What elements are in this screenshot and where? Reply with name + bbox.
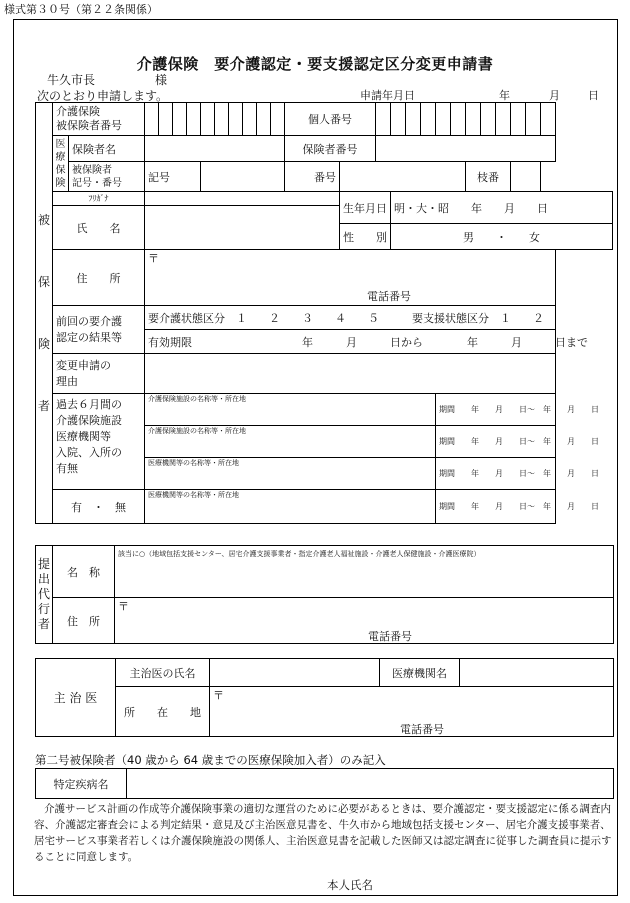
agent-side-char-4: 行 <box>37 602 50 616</box>
insured-number-box[interactable] <box>257 103 271 136</box>
previous-result-label: 前回の要介護 認定の結果等 <box>53 306 145 354</box>
insured-side-char-4: 者 <box>37 399 50 413</box>
facility-name-address-1[interactable]: 介護保険施設の名称等・所在地 <box>145 394 436 426</box>
personal-number-box[interactable] <box>511 103 526 136</box>
agent-postal-mark: 〒 <box>118 600 129 613</box>
signature-label: 本人氏名 <box>327 878 373 892</box>
medical-side-char-1: 医 <box>55 138 66 150</box>
kigo-label: 記号 <box>145 162 201 192</box>
doctor-address-label: 所 在 地 <box>116 687 210 737</box>
name-field[interactable] <box>145 206 340 250</box>
sex-field[interactable]: 男 ・ 女 <box>391 224 613 250</box>
validity-field[interactable]: 有効期限 年 月 日から 年 月 日まで <box>145 330 556 354</box>
insured-side-label <box>36 103 53 524</box>
doctor-name-label: 主治医の氏名 <box>116 659 210 687</box>
insured-number-box[interactable] <box>173 103 187 136</box>
facility-history-label: 過去６月間の 介護保険施設 医療機関等 入院、入所の 有無 <box>53 394 145 490</box>
specific-disease-field[interactable] <box>127 769 614 799</box>
insured-number-box[interactable] <box>229 103 243 136</box>
agent-address-field[interactable] <box>115 598 614 644</box>
form-number: 様式第３０号（第２２条関係） <box>4 3 158 16</box>
facility-period-1[interactable]: 期間 年 月 日～ 年 月 日 <box>436 394 556 426</box>
birthdate-label: 生年月日 <box>340 192 391 224</box>
insured-number-box[interactable] <box>187 103 201 136</box>
address-field[interactable] <box>145 250 556 306</box>
name-label: 氏 名 <box>53 206 145 250</box>
insurer-number-field[interactable] <box>376 136 556 162</box>
facility-name-address-3[interactable]: 医療機関等の名称等・所在地 <box>145 458 436 490</box>
agent-side-char-3: 代 <box>37 587 50 601</box>
insured-number-box[interactable] <box>159 103 173 136</box>
facility-name-address-4[interactable]: 医療機関等の名称等・所在地 <box>145 490 436 524</box>
medical-side-char-2: 療 <box>55 151 66 163</box>
phone-label: 電話番号 <box>367 290 411 303</box>
doctor-phone-label: 電話番号 <box>400 723 444 736</box>
personal-number-box[interactable] <box>496 103 511 136</box>
care-level-field[interactable]: 要介護状態区分 １ ２ ３ ４ ５ 要支援状態区分 １ ２ <box>145 306 556 330</box>
insured-table <box>35 102 613 524</box>
application-date-label: 申請年月日 <box>360 89 415 102</box>
agent-side-char-5: 者 <box>37 617 50 631</box>
furigana-field[interactable] <box>145 192 340 206</box>
medical-side-char-3: 保 <box>55 164 66 176</box>
disease-table <box>35 768 614 799</box>
application-date-year[interactable]: 年 <box>499 89 510 102</box>
facility-period-4[interactable]: 期間 年 月 日～ 年 月 日 <box>436 490 556 524</box>
presence-label[interactable]: 有 ・ 無 <box>53 490 145 524</box>
agent-type-note[interactable]: 該当に○（地域包括支援センター、居宅介護支援事業者・指定介護老人福祉施設・介護老人保健施設・介護医療院） <box>115 546 614 598</box>
medical-insurance-side-label <box>53 136 69 192</box>
agent-side-char-2: 出 <box>37 572 50 586</box>
facility-period-2[interactable]: 期間 年 月 日～ 年 月 日 <box>436 426 556 458</box>
doctor-table <box>35 658 614 737</box>
insured-number-box[interactable] <box>243 103 257 136</box>
personal-number-box[interactable] <box>421 103 436 136</box>
personal-number-box[interactable] <box>526 103 541 136</box>
doctor-address-field[interactable] <box>210 687 614 737</box>
change-reason-field[interactable] <box>145 354 556 394</box>
addressee: 牛久市長 様 <box>47 73 168 87</box>
insurer-name-field[interactable] <box>145 136 285 162</box>
agent-side-char-1: 提 <box>37 557 50 571</box>
medical-side-char-4: 険 <box>55 177 66 189</box>
edaban-label: 枝番 <box>466 162 511 192</box>
agent-name-label: 名 称 <box>53 546 115 598</box>
holder-symbol-number-label: 被保険者 記号・番号 <box>69 162 145 192</box>
doctor-label: 主 治 医 <box>36 659 116 737</box>
agent-table <box>35 545 614 644</box>
address-label: 住 所 <box>53 250 145 306</box>
insured-number-label: 介護保険 被保険者番号 <box>53 103 145 136</box>
form-title: 介護保険 要介護認定・要支援認定区分変更申請書 <box>136 55 494 73</box>
institution-field[interactable] <box>460 659 614 687</box>
doctor-name-field[interactable] <box>210 659 380 687</box>
change-reason-label: 変更申請の 理由 <box>53 354 145 394</box>
doctor-postal-mark: 〒 <box>213 689 224 702</box>
consent-text: 介護サービス計画の作成等介護保険事業の適切な運営のために必要があるときは、要介護認定・要支援認定に係る調査内容、介護認定審査会による判定結果・意見及び主治医意見書を、牛久市から地域包括支援センター、居宅介護支援事業者、居宅サービス事業者若しくは介護保険施設の関係人、主治医意見書を記載した医師又は認定調査に従事した調査員に提示することに同意します。 <box>34 803 612 863</box>
intro-text: 次のとおり申請します。 <box>37 89 169 103</box>
birthdate-field[interactable]: 明・大・昭 年 月 日 <box>391 192 613 224</box>
second-insured-heading: 第二号被保険者（40 歳から 64 歳までの医療保険加入者）のみ記入 <box>35 753 386 767</box>
postal-mark: 〒 <box>148 252 159 265</box>
personal-number-box[interactable] <box>406 103 421 136</box>
institution-label: 医療機関名 <box>380 659 460 687</box>
personal-number-box[interactable] <box>391 103 406 136</box>
furigana-label: ﾌﾘｶﾞﾅ <box>53 192 145 206</box>
agent-side-label <box>36 546 53 644</box>
edaban-field[interactable] <box>511 162 541 192</box>
insured-number-box[interactable] <box>201 103 215 136</box>
bango-field[interactable] <box>340 162 466 192</box>
facility-name-address-2[interactable]: 介護保険施設の名称等・所在地 <box>145 426 436 458</box>
agent-address-label: 住 所 <box>53 598 115 644</box>
insured-number-box[interactable] <box>271 103 285 136</box>
application-date-month[interactable]: 月 <box>549 89 560 102</box>
personal-number-box[interactable] <box>466 103 481 136</box>
sex-label: 性 別 <box>340 224 391 250</box>
kigo-field[interactable] <box>201 162 285 192</box>
specific-disease-label: 特定疾病名 <box>36 769 127 799</box>
insurer-name-label: 保険者名 <box>69 136 145 162</box>
insured-side-char-1: 被 <box>37 213 50 227</box>
agent-phone-label: 電話番号 <box>368 630 412 643</box>
facility-period-3[interactable]: 期間 年 月 日～ 年 月 日 <box>436 458 556 490</box>
insured-side-char-2: 保 <box>37 275 50 289</box>
personal-number-label: 個人番号 <box>285 103 376 136</box>
personal-number-box[interactable] <box>481 103 496 136</box>
personal-number-box[interactable] <box>541 103 556 136</box>
personal-number-box[interactable] <box>376 103 391 136</box>
insured-side-char-3: 険 <box>37 337 50 351</box>
bango-label: 番号 <box>285 162 340 192</box>
insured-number-box[interactable] <box>215 103 229 136</box>
insurer-number-label: 保険者番号 <box>285 136 376 162</box>
personal-number-box[interactable] <box>451 103 466 136</box>
application-date-day[interactable]: 日 <box>588 89 599 102</box>
personal-number-box[interactable] <box>436 103 451 136</box>
insured-number-box[interactable] <box>145 103 159 136</box>
